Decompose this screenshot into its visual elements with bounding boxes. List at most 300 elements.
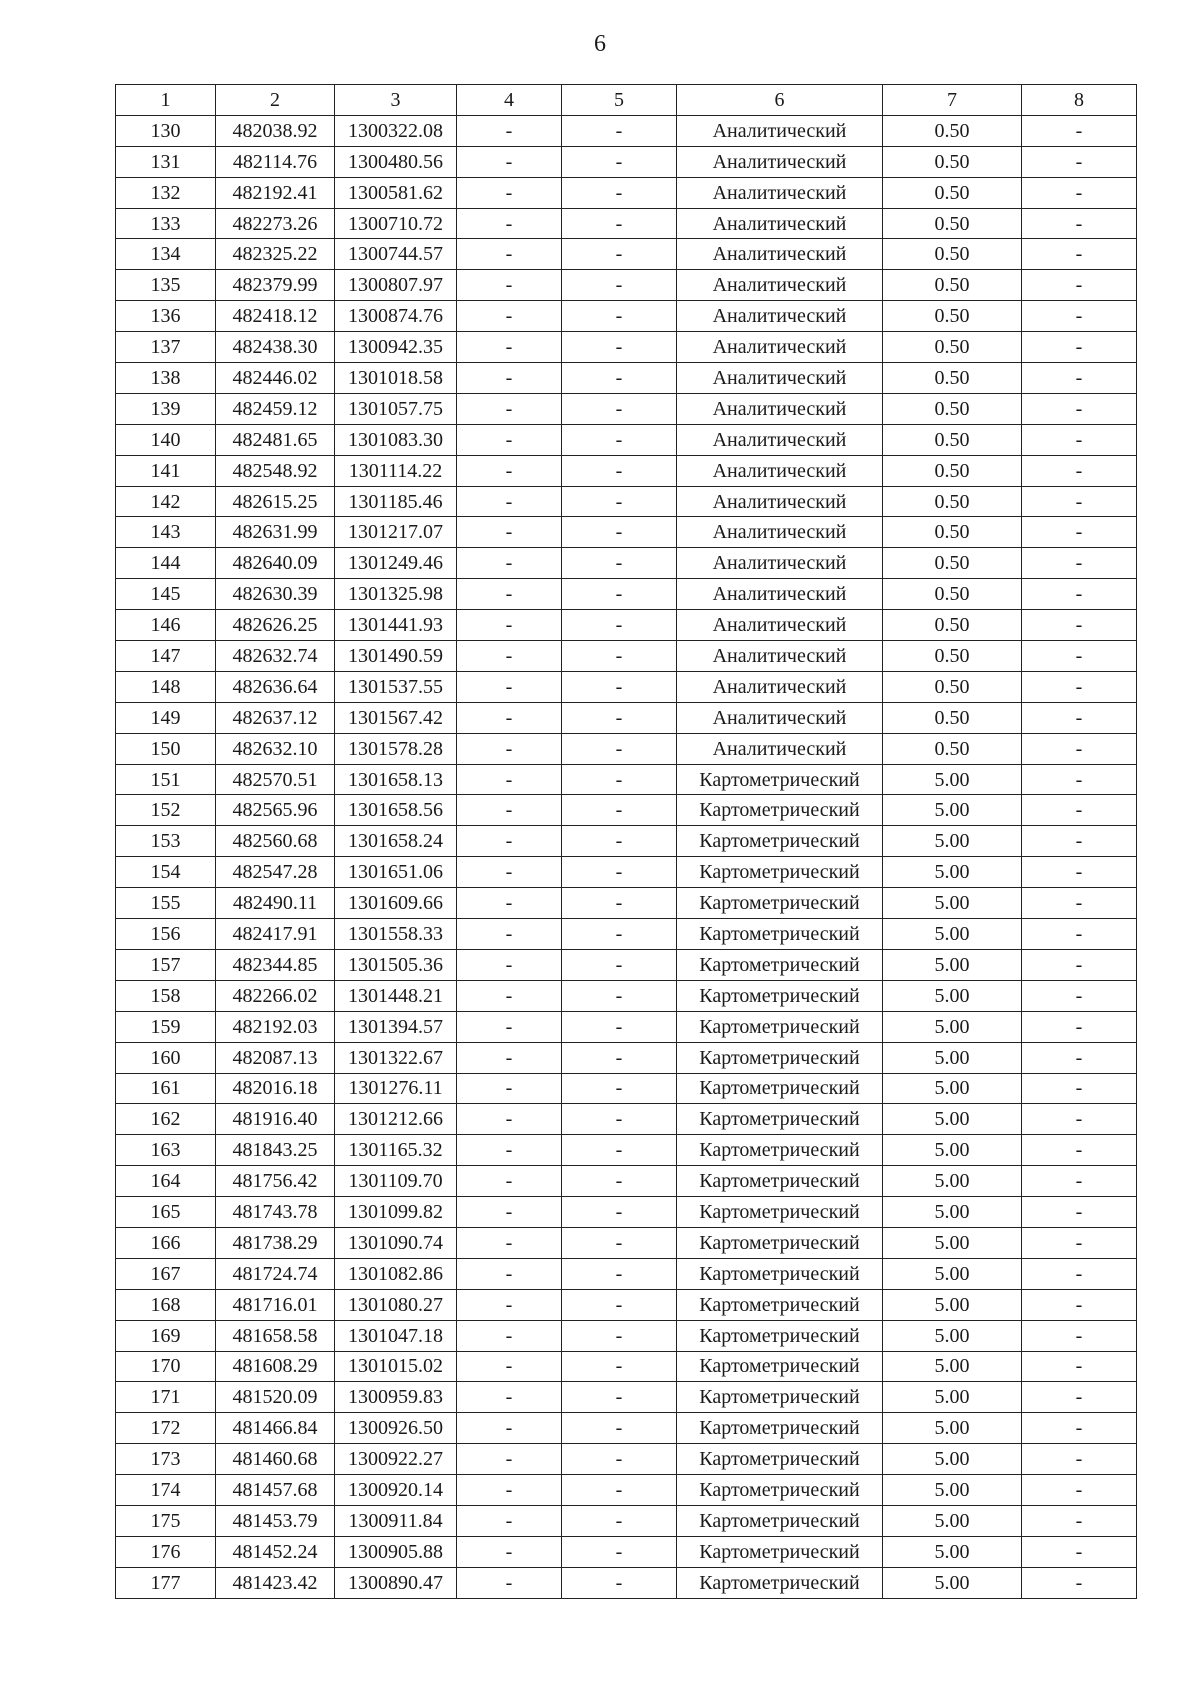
table-cell: 482631.99 (216, 517, 335, 548)
header-cell: 1 (116, 85, 216, 116)
table-cell: - (562, 641, 677, 672)
table-cell: Аналитический (677, 548, 883, 579)
table-row (116, 1073, 1137, 1104)
table-cell: - (1022, 146, 1137, 177)
table-cell: - (562, 332, 677, 363)
table-cell: - (457, 610, 562, 641)
table-cell: Картометрический (677, 764, 883, 795)
table-cell: 481724.74 (216, 1258, 335, 1289)
table-cell: 166 (116, 1227, 216, 1258)
table-cell: 146 (116, 610, 216, 641)
table-cell: - (1022, 1567, 1137, 1598)
table-cell: 172 (116, 1413, 216, 1444)
table-cell: 5.00 (883, 1258, 1022, 1289)
table-cell: Картометрический (677, 1289, 883, 1320)
table-cell: - (1022, 857, 1137, 888)
table-cell: 482626.25 (216, 610, 335, 641)
table-cell: - (1022, 177, 1137, 208)
table-cell: Картометрический (677, 857, 883, 888)
table-cell: - (562, 393, 677, 424)
table-cell: 164 (116, 1166, 216, 1197)
table-cell: 482481.65 (216, 424, 335, 455)
table-cell: 1301015.02 (335, 1351, 457, 1382)
table-cell: - (1022, 610, 1137, 641)
table-cell: - (562, 671, 677, 702)
table-cell: 482560.68 (216, 826, 335, 857)
table-cell: 0.50 (883, 517, 1022, 548)
table-cell: 1301090.74 (335, 1227, 457, 1258)
table-cell: - (562, 270, 677, 301)
table-cell: - (1022, 1320, 1137, 1351)
table-cell: - (1022, 919, 1137, 950)
table-cell: - (562, 795, 677, 826)
table-cell: - (562, 1567, 677, 1598)
table-cell: 157 (116, 949, 216, 980)
table-cell: 133 (116, 208, 216, 239)
table-cell: 481460.68 (216, 1444, 335, 1475)
table-cell: 481452.24 (216, 1536, 335, 1567)
table-cell: 1300959.83 (335, 1382, 457, 1413)
table-cell: 1301558.33 (335, 919, 457, 950)
table-cell: - (1022, 332, 1137, 363)
table-cell: - (562, 980, 677, 1011)
table-cell: - (1022, 363, 1137, 394)
table-cell: 1301165.32 (335, 1135, 457, 1166)
table-cell: - (1022, 239, 1137, 270)
table-cell: 482615.25 (216, 486, 335, 517)
table-cell: 1301018.58 (335, 363, 457, 394)
table-cell: 481658.58 (216, 1320, 335, 1351)
table-cell: - (562, 1351, 677, 1382)
table-cell: 5.00 (883, 1505, 1022, 1536)
table-cell: - (457, 1505, 562, 1536)
table-cell: 1300744.57 (335, 239, 457, 270)
table-body (116, 115, 1137, 1598)
table-cell: 1301322.67 (335, 1042, 457, 1073)
table-cell: - (457, 177, 562, 208)
table-cell: 171 (116, 1382, 216, 1413)
table-row (116, 1227, 1137, 1258)
table-row (116, 1536, 1137, 1567)
table-cell: 155 (116, 888, 216, 919)
table-cell: - (562, 1042, 677, 1073)
table-cell: 1301448.21 (335, 980, 457, 1011)
table-row (116, 115, 1137, 146)
table-cell: 144 (116, 548, 216, 579)
table-cell: 130 (116, 115, 216, 146)
table-cell: - (1022, 1104, 1137, 1135)
table-cell: 5.00 (883, 1227, 1022, 1258)
table-cell: Аналитический (677, 270, 883, 301)
table-cell: 1301658.56 (335, 795, 457, 826)
table-cell: 137 (116, 332, 216, 363)
table-row (116, 363, 1137, 394)
table-cell: 481608.29 (216, 1351, 335, 1382)
table-cell: - (457, 919, 562, 950)
table-cell: 5.00 (883, 1289, 1022, 1320)
table-cell: 0.50 (883, 455, 1022, 486)
table-cell: - (1022, 1227, 1137, 1258)
table-cell: 482446.02 (216, 363, 335, 394)
table-cell: 136 (116, 301, 216, 332)
table-cell: - (1022, 733, 1137, 764)
table-cell: - (562, 548, 677, 579)
table-cell: - (562, 857, 677, 888)
table-header-row (116, 85, 1137, 116)
table-cell: 141 (116, 455, 216, 486)
table-cell: - (1022, 671, 1137, 702)
table-cell: - (457, 1382, 562, 1413)
table-cell: 152 (116, 795, 216, 826)
table-cell: 0.50 (883, 270, 1022, 301)
table-cell: 1301658.24 (335, 826, 457, 857)
table-cell: 481738.29 (216, 1227, 335, 1258)
table-row (116, 393, 1137, 424)
table-cell: Картометрический (677, 1197, 883, 1228)
table-cell: - (457, 1227, 562, 1258)
table-row (116, 795, 1137, 826)
table-cell: Картометрический (677, 1042, 883, 1073)
table-row (116, 1505, 1137, 1536)
table-cell: 5.00 (883, 826, 1022, 857)
table-cell: - (562, 1320, 677, 1351)
table-cell: 482565.96 (216, 795, 335, 826)
table-cell: 5.00 (883, 1135, 1022, 1166)
table-cell: 1301099.82 (335, 1197, 457, 1228)
table-row (116, 424, 1137, 455)
table-cell: 1300911.84 (335, 1505, 457, 1536)
table-row (116, 239, 1137, 270)
table-cell: - (457, 1166, 562, 1197)
table-cell: Аналитический (677, 517, 883, 548)
table-cell: - (562, 1536, 677, 1567)
table-row (116, 146, 1137, 177)
table-cell: - (562, 733, 677, 764)
table-cell: - (457, 1351, 562, 1382)
table-cell: 5.00 (883, 1567, 1022, 1598)
table-cell: Аналитический (677, 115, 883, 146)
table-cell: - (1022, 486, 1137, 517)
table-cell: 1301609.66 (335, 888, 457, 919)
table-cell: 149 (116, 702, 216, 733)
table-cell: 165 (116, 1197, 216, 1228)
table-cell: 5.00 (883, 1104, 1022, 1135)
table-cell: 0.50 (883, 393, 1022, 424)
table-cell: 0.50 (883, 702, 1022, 733)
table-cell: - (457, 1320, 562, 1351)
table-row (116, 1011, 1137, 1042)
table-cell: - (457, 641, 562, 672)
table-cell: 1301114.22 (335, 455, 457, 486)
table-cell: - (457, 455, 562, 486)
table-row (116, 1320, 1137, 1351)
table-cell: 482016.18 (216, 1073, 335, 1104)
table-cell: 5.00 (883, 980, 1022, 1011)
table-row (116, 826, 1137, 857)
table-cell: 1301441.93 (335, 610, 457, 641)
table-cell: 0.50 (883, 579, 1022, 610)
table-cell: 482273.26 (216, 208, 335, 239)
table-cell: - (562, 1444, 677, 1475)
table-row (116, 641, 1137, 672)
table-cell: Аналитический (677, 332, 883, 363)
table-cell: - (457, 1258, 562, 1289)
table-cell: - (1022, 301, 1137, 332)
table-cell: 135 (116, 270, 216, 301)
table-cell: - (562, 826, 677, 857)
table-cell: 145 (116, 579, 216, 610)
table-cell: 175 (116, 1505, 216, 1536)
table-cell: 482325.22 (216, 239, 335, 270)
table-cell: - (1022, 548, 1137, 579)
table-cell: - (457, 1444, 562, 1475)
table-cell: 481756.42 (216, 1166, 335, 1197)
table-cell: 482490.11 (216, 888, 335, 919)
table-cell: 481423.42 (216, 1567, 335, 1598)
table-cell: Аналитический (677, 455, 883, 486)
table-cell: 5.00 (883, 1320, 1022, 1351)
table-cell: 482636.64 (216, 671, 335, 702)
table-cell: - (1022, 888, 1137, 919)
table-cell: 482344.85 (216, 949, 335, 980)
table-cell: 0.50 (883, 641, 1022, 672)
table-cell: - (457, 1104, 562, 1135)
table-cell: - (562, 1413, 677, 1444)
table-row (116, 517, 1137, 548)
table-cell: 1300922.27 (335, 1444, 457, 1475)
table-cell: 1301505.36 (335, 949, 457, 980)
table-cell: Аналитический (677, 579, 883, 610)
table-cell: 162 (116, 1104, 216, 1135)
table-cell: - (562, 1505, 677, 1536)
table-cell: 5.00 (883, 795, 1022, 826)
table-cell: Картометрический (677, 888, 883, 919)
table-cell: 5.00 (883, 1166, 1022, 1197)
table-cell: 482570.51 (216, 764, 335, 795)
table-cell: 482632.74 (216, 641, 335, 672)
table-cell: - (457, 733, 562, 764)
table-cell: 1301047.18 (335, 1320, 457, 1351)
table-row (116, 1135, 1137, 1166)
table-cell: 1301578.28 (335, 733, 457, 764)
table-cell: - (562, 363, 677, 394)
table-cell: - (457, 949, 562, 980)
table-cell: Картометрический (677, 1567, 883, 1598)
table-cell: Картометрический (677, 826, 883, 857)
table-cell: - (457, 301, 562, 332)
table-cell: - (457, 1197, 562, 1228)
table-cell: 1300807.97 (335, 270, 457, 301)
table-cell: - (1022, 270, 1137, 301)
table-cell: 1301185.46 (335, 486, 457, 517)
table-cell: 143 (116, 517, 216, 548)
table-cell: Аналитический (677, 641, 883, 672)
table-row (116, 1166, 1137, 1197)
table-cell: 482379.99 (216, 270, 335, 301)
table-row (116, 857, 1137, 888)
table-cell: 1301490.59 (335, 641, 457, 672)
table-cell: - (1022, 1351, 1137, 1382)
table-cell: 0.50 (883, 486, 1022, 517)
table-row (116, 208, 1137, 239)
table-cell: 1301212.66 (335, 1104, 457, 1135)
table-cell: 1300874.76 (335, 301, 457, 332)
table-cell: 481916.40 (216, 1104, 335, 1135)
table-row (116, 1444, 1137, 1475)
table-cell: 177 (116, 1567, 216, 1598)
table-cell: - (562, 702, 677, 733)
table-row (116, 949, 1137, 980)
table-cell: 1301082.86 (335, 1258, 457, 1289)
table-cell: Картометрический (677, 1258, 883, 1289)
table-cell: - (562, 115, 677, 146)
table-cell: 5.00 (883, 1197, 1022, 1228)
table-cell: - (457, 1289, 562, 1320)
table-cell: - (1022, 393, 1137, 424)
table-cell: 5.00 (883, 1382, 1022, 1413)
table-cell: - (457, 1135, 562, 1166)
table-cell: 5.00 (883, 1444, 1022, 1475)
table-cell: Аналитический (677, 301, 883, 332)
table-cell: Картометрический (677, 1011, 883, 1042)
table-cell: - (1022, 1475, 1137, 1506)
table-cell: 482547.28 (216, 857, 335, 888)
table-cell: 482417.91 (216, 919, 335, 950)
table-cell: - (457, 363, 562, 394)
table-cell: 1300890.47 (335, 1567, 457, 1598)
table-cell: 1301651.06 (335, 857, 457, 888)
table-row (116, 1475, 1137, 1506)
table-cell: - (457, 517, 562, 548)
table-row (116, 548, 1137, 579)
table-cell: 482266.02 (216, 980, 335, 1011)
table-cell: 1301658.13 (335, 764, 457, 795)
table-cell: - (457, 1536, 562, 1567)
table-cell: 1301567.42 (335, 702, 457, 733)
table-row (116, 888, 1137, 919)
table-cell: - (1022, 764, 1137, 795)
table-row (116, 1567, 1137, 1598)
table-cell: - (457, 1567, 562, 1598)
table-cell: 482114.76 (216, 146, 335, 177)
table-cell: - (1022, 1166, 1137, 1197)
table-cell: Картометрический (677, 1166, 883, 1197)
table-cell: - (457, 239, 562, 270)
table-cell: - (457, 1413, 562, 1444)
table-cell: - (1022, 1042, 1137, 1073)
table-cell: - (1022, 1011, 1137, 1042)
table-row (116, 702, 1137, 733)
table-cell: - (1022, 826, 1137, 857)
table-cell: 156 (116, 919, 216, 950)
table-cell: Аналитический (677, 733, 883, 764)
table-cell: 139 (116, 393, 216, 424)
table-cell: 5.00 (883, 857, 1022, 888)
table-cell: 482632.10 (216, 733, 335, 764)
table-cell: Картометрический (677, 949, 883, 980)
table-cell: 5.00 (883, 764, 1022, 795)
table-cell: Картометрический (677, 1444, 883, 1475)
table-row (116, 1413, 1137, 1444)
header-cell: 4 (457, 85, 562, 116)
table-cell: 5.00 (883, 1042, 1022, 1073)
table-cell: - (562, 208, 677, 239)
table-row (116, 1351, 1137, 1382)
table-cell: 0.50 (883, 146, 1022, 177)
header-cell: 8 (1022, 85, 1137, 116)
table-cell: 482438.30 (216, 332, 335, 363)
table-cell: 482192.41 (216, 177, 335, 208)
table-cell: - (562, 764, 677, 795)
table-cell: - (457, 579, 562, 610)
table-cell: Аналитический (677, 393, 883, 424)
table-cell: 0.50 (883, 332, 1022, 363)
table-cell: 1300926.50 (335, 1413, 457, 1444)
table-cell: 1301057.75 (335, 393, 457, 424)
table-cell: - (562, 1475, 677, 1506)
table-cell: - (1022, 1444, 1137, 1475)
table-cell: - (1022, 1382, 1137, 1413)
table-cell: 1301083.30 (335, 424, 457, 455)
table-cell: 482459.12 (216, 393, 335, 424)
table-cell: 142 (116, 486, 216, 517)
table-cell: - (562, 455, 677, 486)
table-row (116, 579, 1137, 610)
table-cell: 0.50 (883, 239, 1022, 270)
table-cell: 154 (116, 857, 216, 888)
table-cell: 160 (116, 1042, 216, 1073)
table-row (116, 1289, 1137, 1320)
table-cell: Картометрический (677, 1104, 883, 1135)
table-cell: Аналитический (677, 363, 883, 394)
table-cell: - (562, 177, 677, 208)
table-row (116, 332, 1137, 363)
table-cell: - (1022, 702, 1137, 733)
table-cell: 0.50 (883, 424, 1022, 455)
table-cell: 482038.92 (216, 115, 335, 146)
table-cell: 5.00 (883, 1011, 1022, 1042)
table-cell: Аналитический (677, 610, 883, 641)
table-cell: - (1022, 1536, 1137, 1567)
header-cell: 5 (562, 85, 677, 116)
table-cell: - (562, 1011, 677, 1042)
table-cell: - (562, 1104, 677, 1135)
table-cell: - (562, 239, 677, 270)
table-row (116, 610, 1137, 641)
table-cell: 482630.39 (216, 579, 335, 610)
table-cell: 147 (116, 641, 216, 672)
table-cell: - (562, 486, 677, 517)
table-cell: 481843.25 (216, 1135, 335, 1166)
table-cell: - (1022, 1135, 1137, 1166)
table-row (116, 1197, 1137, 1228)
table-cell: 0.50 (883, 363, 1022, 394)
table-cell: 167 (116, 1258, 216, 1289)
table-cell: - (562, 949, 677, 980)
table-cell: Аналитический (677, 146, 883, 177)
table-cell: 1300905.88 (335, 1536, 457, 1567)
table-cell: - (562, 1289, 677, 1320)
table-cell: 0.50 (883, 177, 1022, 208)
table-cell: 482637.12 (216, 702, 335, 733)
table-cell: - (1022, 1413, 1137, 1444)
table-cell: Картометрический (677, 1320, 883, 1351)
table-cell: - (1022, 517, 1137, 548)
coordinates-table (115, 84, 1137, 1599)
table-cell: 1301276.11 (335, 1073, 457, 1104)
table-cell: Аналитический (677, 239, 883, 270)
table-cell: 150 (116, 733, 216, 764)
